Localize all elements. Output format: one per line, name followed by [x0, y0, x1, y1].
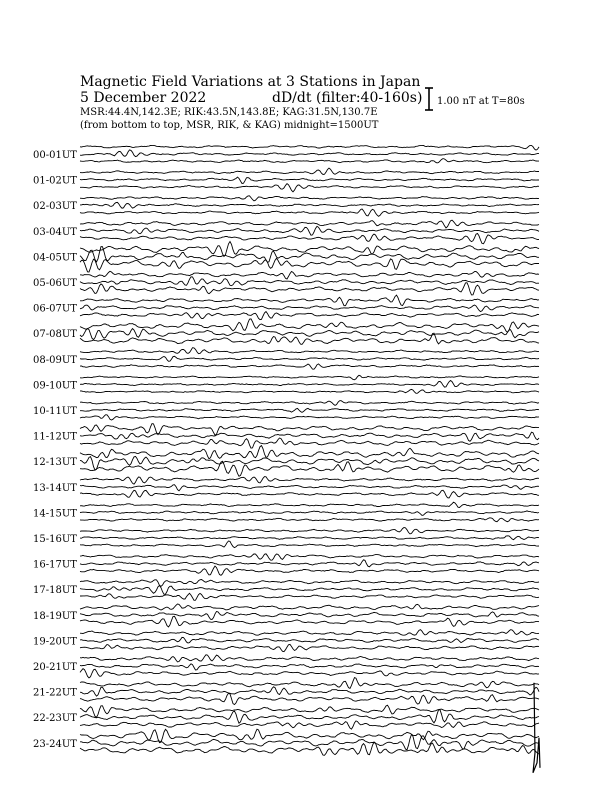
trace-msr-18 [80, 604, 539, 610]
trace-kag-13 [80, 490, 539, 498]
trace-rik-16 [80, 560, 539, 567]
hour-label: 20-21UT [33, 662, 77, 673]
trace-rik-13 [80, 485, 539, 491]
trace-rik-21 [80, 687, 539, 696]
hour-label: 11-12UT [33, 431, 77, 443]
chart-title: Magnetic Field Variations at 3 Stations in Japan [80, 74, 421, 90]
hour-label: 06-07UT [33, 303, 77, 315]
trace-kag-6 [80, 312, 539, 320]
trace-kag-2 [80, 209, 539, 216]
trace-kag-19 [80, 644, 539, 651]
trace-rik-19 [80, 637, 539, 643]
hour-label: 23-24UT [33, 738, 77, 750]
trace-msr-21 [80, 678, 539, 689]
trace-kag-11 [80, 438, 539, 448]
trace-kag-5 [80, 283, 539, 295]
trace-kag-14 [80, 518, 539, 522]
hour-label: 15-16UT [33, 534, 77, 545]
trace-kag-3 [80, 234, 539, 244]
trace-msr-1 [80, 168, 539, 174]
trace-msr-9 [80, 375, 539, 380]
trace-msr-23 [80, 729, 539, 743]
trace-kag-17 [80, 593, 539, 600]
trace-rik-12 [80, 456, 539, 470]
station-order-note: (from bottom to top, MSR, RIK, & KAG) midnight=1500UT [80, 120, 379, 131]
trace-rik-3 [80, 226, 539, 235]
trace-rik-7 [80, 329, 539, 340]
trace-msr-10 [80, 401, 539, 406]
trace-kag-4 [80, 258, 539, 272]
trace-rik-14 [80, 511, 539, 516]
trace-kag-22 [80, 721, 539, 729]
trace-rik-20 [80, 664, 539, 670]
hour-label: 12-13UT [33, 457, 77, 469]
hour-label: 14-15UT [33, 508, 77, 520]
trace-rik-9 [80, 381, 539, 388]
trace-kag-20 [80, 669, 539, 678]
traces [80, 145, 540, 772]
hour-label: 22-23UT [33, 713, 77, 725]
trace-kag-0 [80, 159, 539, 163]
hour-label: 08-09UT [33, 354, 77, 366]
trace-rik-17 [80, 586, 539, 595]
trace-kag-18 [80, 616, 539, 627]
end-of-day-spike [533, 683, 540, 773]
trace-msr-7 [80, 319, 539, 332]
trace-msr-12 [80, 446, 539, 459]
trace-msr-0 [80, 145, 539, 150]
trace-kag-8 [80, 364, 539, 369]
chart-measure: dD/dt (filter:40-160s) [272, 90, 423, 106]
scale-bar [425, 88, 525, 110]
trace-msr-20 [80, 655, 539, 662]
hour-label: 16-17UT [33, 559, 77, 571]
trace-msr-17 [80, 580, 539, 587]
trace-msr-15 [80, 528, 539, 534]
trace-rik-18 [80, 612, 539, 620]
trace-kag-10 [80, 415, 539, 420]
trace-kag-23 [80, 742, 539, 755]
hour-label: 03-04UT [33, 226, 77, 238]
trace-msr-16 [80, 554, 539, 560]
trace-rik-0 [80, 150, 539, 157]
trace-msr-13 [80, 477, 539, 485]
trace-rik-6 [80, 305, 539, 312]
trace-rik-5 [80, 277, 539, 286]
trace-kag-1 [80, 184, 539, 192]
trace-msr-2 [80, 196, 539, 201]
trace-msr-14 [80, 502, 539, 507]
hour-label: 17-18UT [33, 585, 77, 597]
trace-rik-11 [80, 432, 539, 441]
hour-label: 04-05UT [33, 252, 77, 264]
hour-label: 10-11UT [33, 406, 77, 417]
hour-label: 13-14UT [33, 482, 77, 494]
station-coordinates: MSR:44.4N,142.3E; RIK:43.5N,143.8E; KAG:31.5N,130.7E [80, 107, 378, 118]
hour-label: 21-22UT [33, 687, 77, 699]
trace-kag-21 [80, 693, 539, 704]
hour-label: 05-06UT [33, 278, 77, 289]
trace-kag-15 [80, 541, 539, 548]
trace-rik-2 [80, 202, 539, 208]
trace-msr-6 [80, 295, 539, 306]
trace-rik-10 [80, 408, 539, 412]
hour-label: 00-01UT [33, 150, 77, 161]
hour-label: 02-03UT [33, 201, 77, 213]
trace-msr-8 [80, 348, 539, 354]
trace-msr-19 [80, 630, 539, 636]
hour-label: 19-20UT [33, 636, 77, 648]
hour-labels [33, 150, 77, 750]
hour-label: 18-19UT [33, 610, 77, 622]
trace-rik-8 [80, 356, 539, 361]
hour-label: 09-10UT [33, 380, 77, 392]
trace-rik-1 [80, 177, 539, 183]
trace-kag-7 [80, 333, 539, 344]
header [80, 74, 525, 131]
trace-kag-16 [80, 566, 539, 575]
trace-msr-3 [80, 220, 539, 228]
trace-kag-9 [80, 389, 539, 393]
scale-bar-label: 1.00 nT at T=80s [437, 96, 525, 107]
trace-rik-15 [80, 536, 539, 540]
trace-msr-5 [80, 271, 539, 279]
chart-date: 5 December 2022 [80, 90, 207, 106]
hour-label: 01-02UT [33, 175, 77, 187]
trace-msr-11 [80, 424, 539, 436]
hour-label: 07-08UT [33, 329, 77, 341]
